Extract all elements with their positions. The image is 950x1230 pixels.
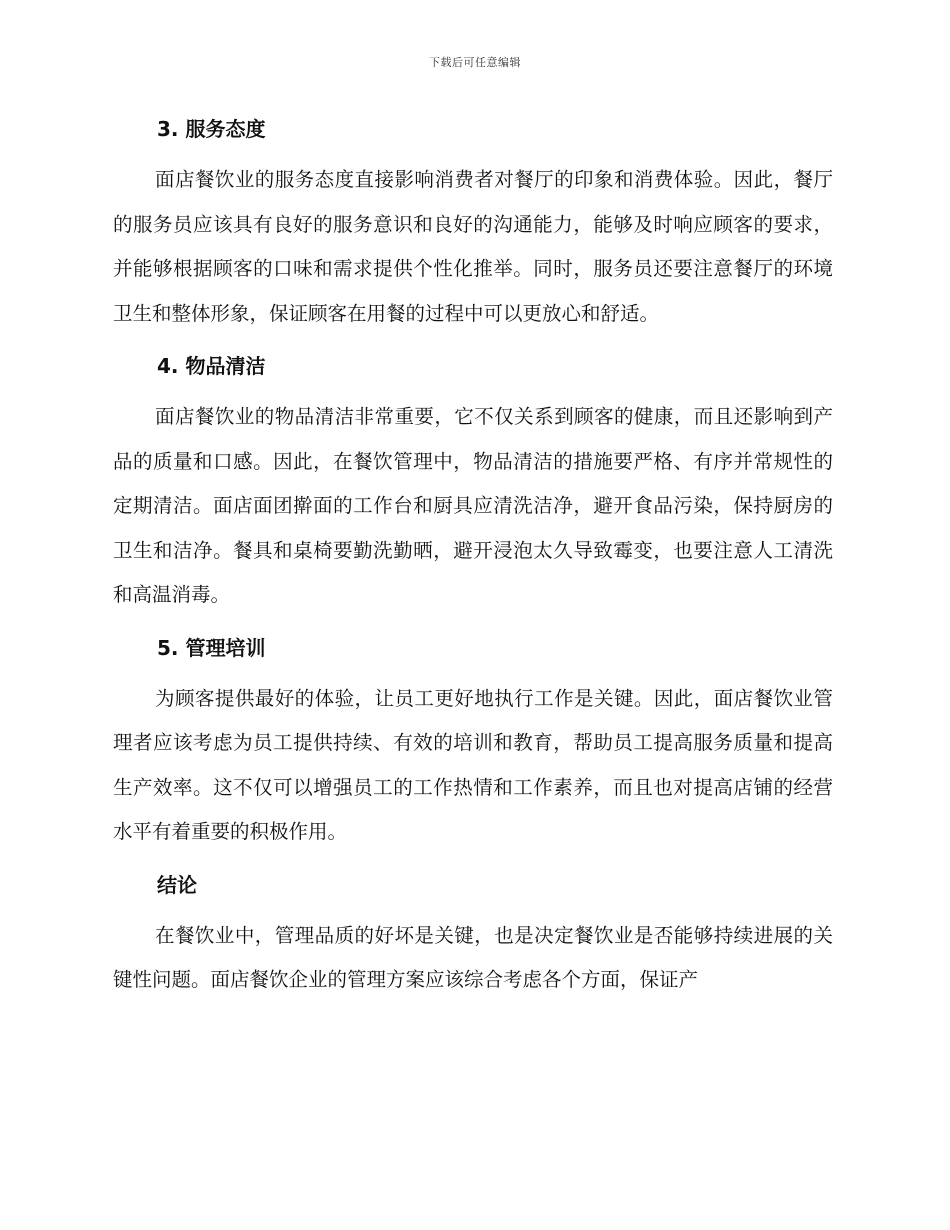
document-body: [113, 112, 833, 1016]
section-conclusion: [113, 868, 833, 1003]
section-heading: 4. 物品清洁: [157, 354, 266, 378]
section-paragraph: 为顾客提供最好的体验，让员工更好地执行工作是关键。因此，面店餐饮业管理者应该考虑为员工提供持续、有效的培训和教育，帮助员工提高服务质量和提高生产效率。这不仅可以增强员工的工作热情和工作素养，而且也对提高店铺的经营水平有着重要的积极作用。: [113, 686, 833, 843]
section-paragraph: 面店餐饮业的服务态度直接影响消费者对餐厅的印象和消费体验。因此，餐厅的服务员应该具有良好的服务意识和良好的沟通能力，能够及时响应顾客的要求，并能够根据顾客的口味和需求提供个性化推举。同时，服务员还要注意餐厅的环境卫生和整体形象，保证顾客在用餐的过程中可以更放心和舒适。: [113, 168, 833, 325]
section-heading: 结论: [157, 872, 197, 897]
section-paragraph: 在餐饮业中，管理品质的好坏是关键，也是决定餐饮业是否能够持续进展的关键性问题。面店餐饮企业的管理方案应该综合考虑各个方面，保证产: [113, 923, 833, 991]
section-paragraph: 面店餐饮业的物品清洁非常重要，它不仅关系到顾客的健康，而且还影响到产品的质量和口感。因此，在餐饮管理中，物品清洁的措施要严格、有序并常规性的定期清洁。面店面团擀面的工作台和厨具应清洗洁净，避开食品污染，保持厨房的卫生和洁净。餐具和桌椅要勤洗勤晒，避开浸泡太久导致霉变，也要注意人工清洗和高温消毒。: [113, 405, 833, 606]
section-service-attitude: [113, 112, 833, 336]
page-header-note: 下载后可任意编辑: [429, 56, 521, 69]
section-heading: 3. 服务态度: [157, 117, 266, 141]
section-management-training: [113, 631, 833, 855]
section-heading: 5. 管理培训: [157, 635, 266, 660]
section-item-cleaning: [113, 349, 833, 618]
